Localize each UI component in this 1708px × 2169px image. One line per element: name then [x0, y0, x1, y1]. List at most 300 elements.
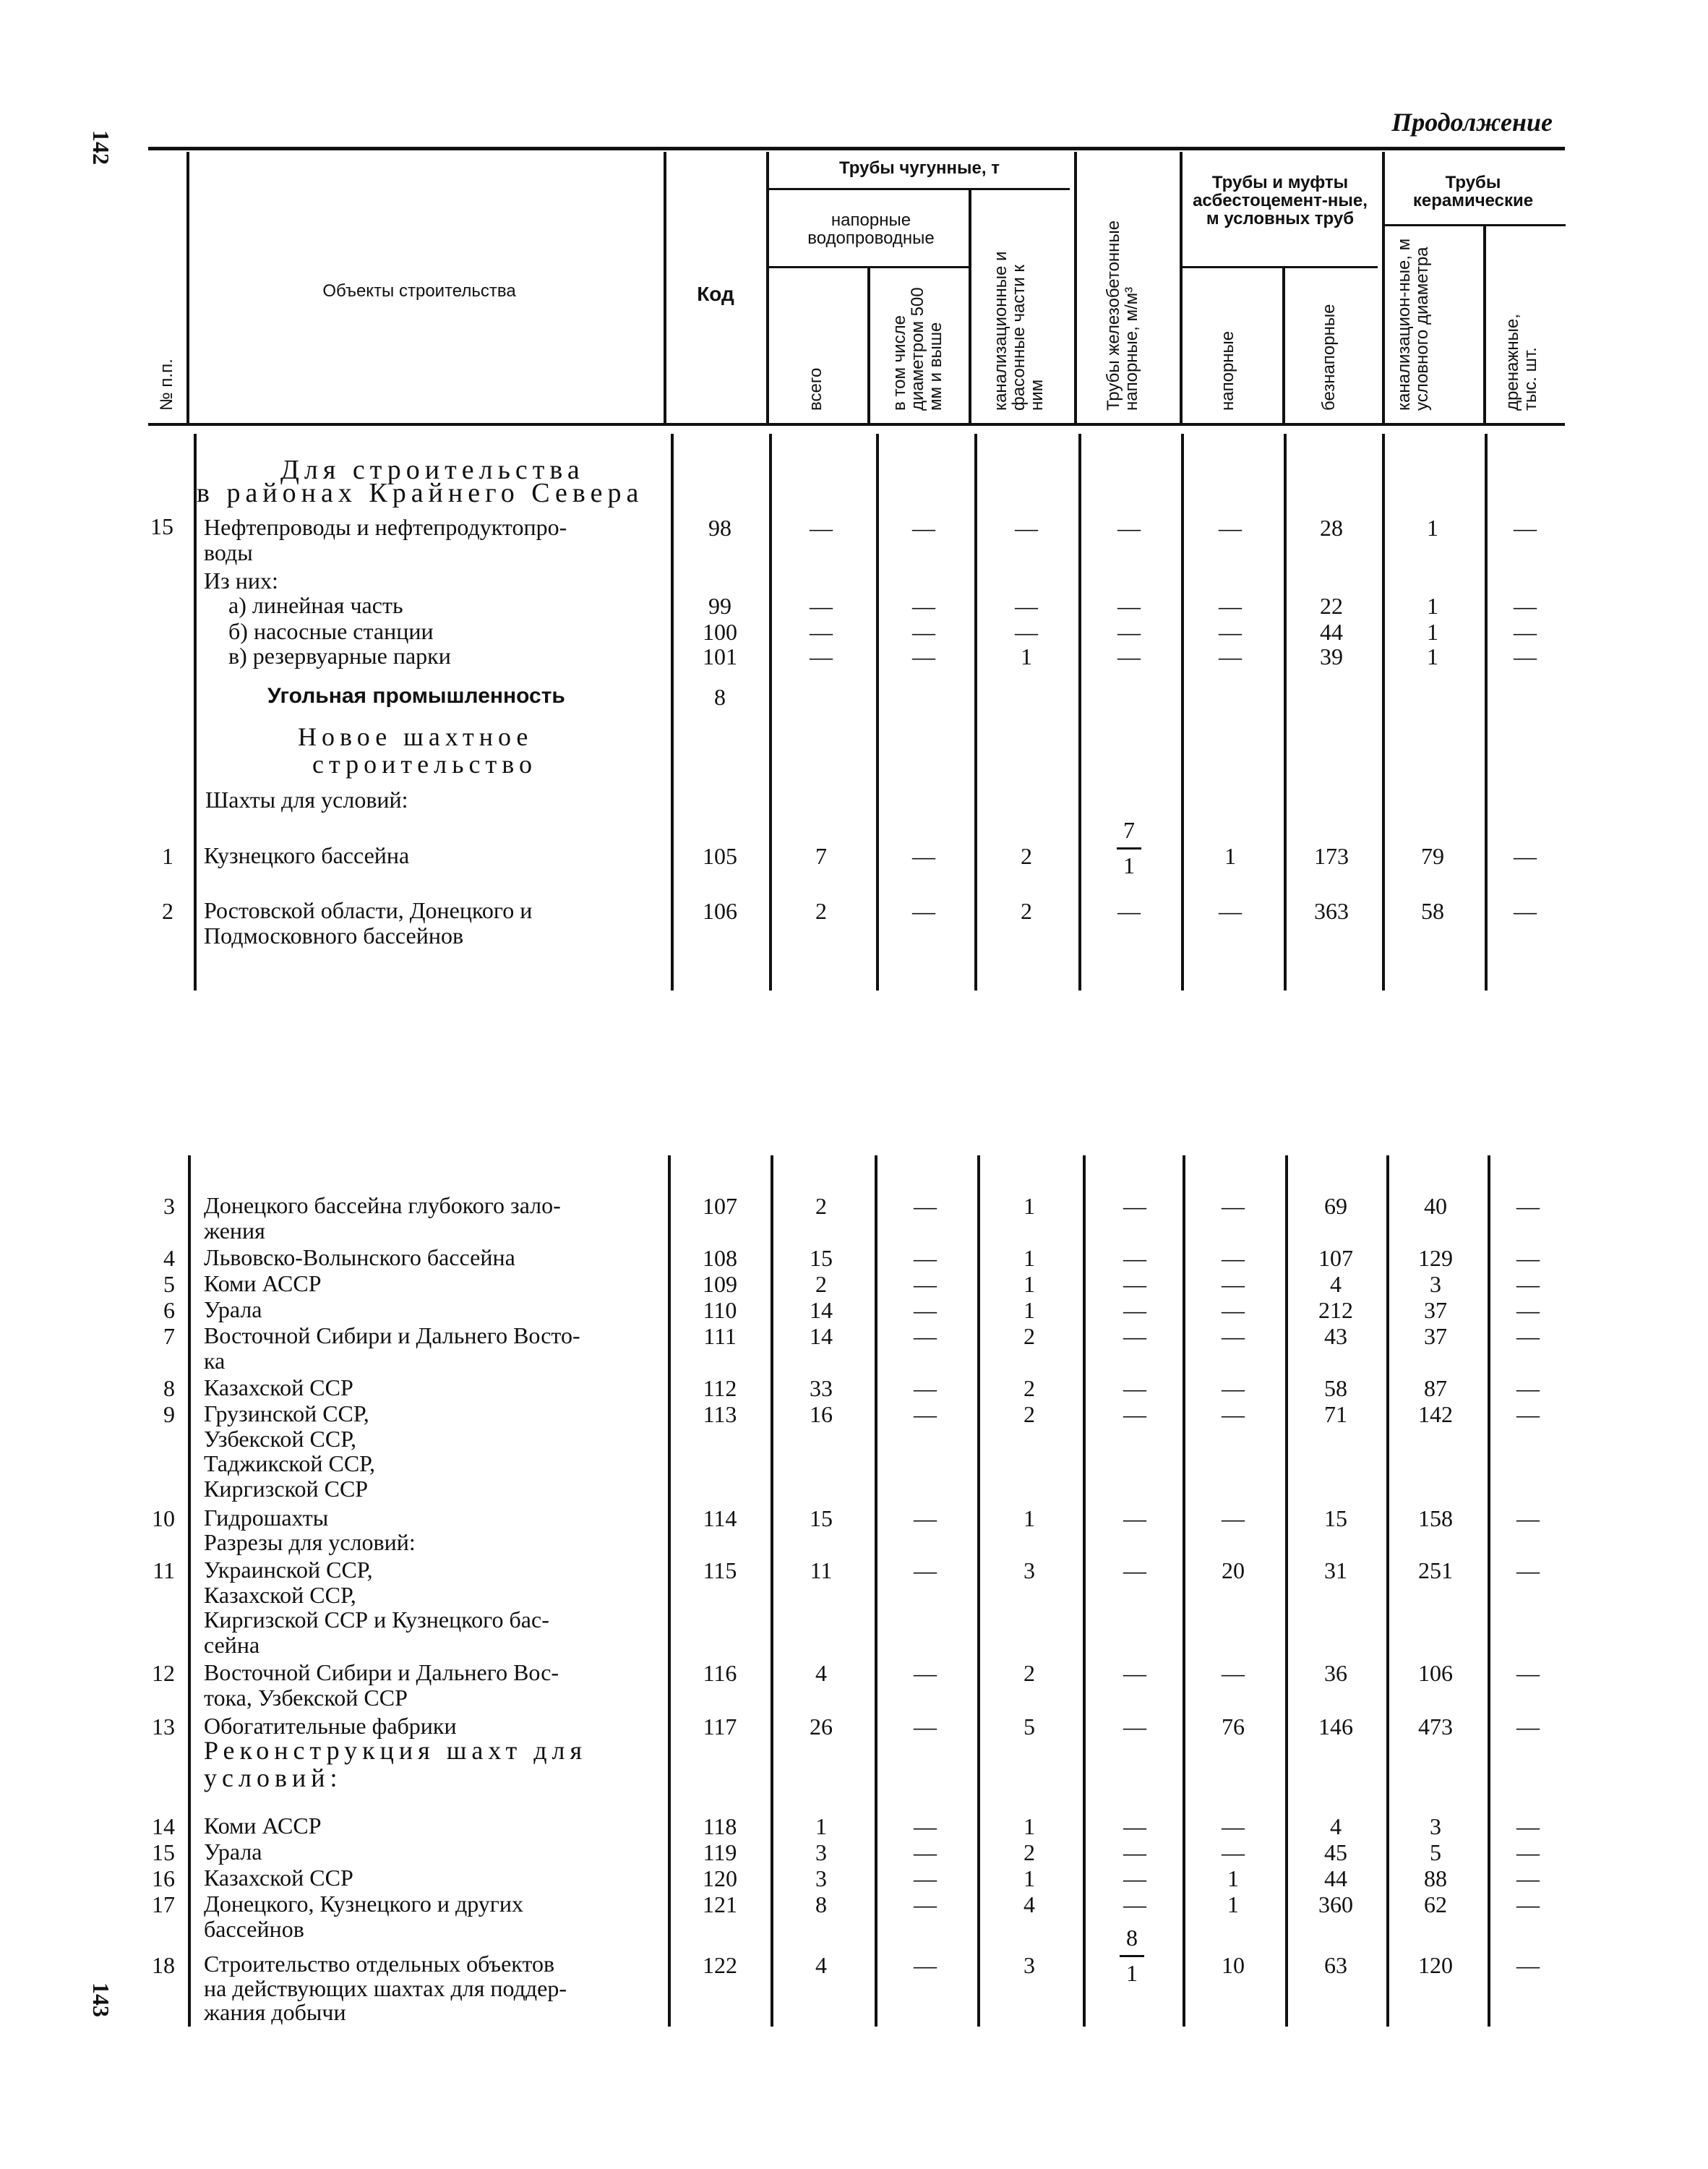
cell-cer-drain: —	[1516, 1375, 1540, 1401]
cell-incl500: —	[914, 1193, 937, 1219]
cell-cer-sewer: 37	[1424, 1297, 1447, 1323]
cell-rc: —	[1123, 1557, 1146, 1583]
cell-cer-drain: —	[1516, 1323, 1540, 1349]
cell-sewer: 1	[1023, 1271, 1035, 1297]
code-cell: 107	[703, 1193, 737, 1219]
hdr-vline	[664, 152, 666, 423]
cell-total: 3	[815, 1839, 827, 1865]
body-vline	[1183, 1155, 1185, 2027]
cell-total: 4	[815, 1660, 827, 1686]
cell-total: 33	[810, 1375, 833, 1401]
hdr-asb-pressure: напорные	[1218, 330, 1237, 411]
object-name: Строительство отдельных объектов на действующих шахтах для поддер- жания добычи	[204, 1951, 567, 2026]
cell-total: —	[810, 643, 833, 669]
cell-asb-np: 28	[1320, 515, 1343, 541]
cell-asb-np: 31	[1324, 1557, 1347, 1583]
cell-asb-p: —	[1222, 1297, 1245, 1323]
cell-total: 2	[815, 898, 827, 924]
cell-incl500: —	[912, 843, 935, 869]
object-name: в) резервуарные парки	[228, 643, 451, 669]
cell-cer-sewer: 87	[1424, 1375, 1447, 1401]
row-number: 7	[163, 1323, 175, 1349]
cell-incl500: —	[914, 1375, 937, 1401]
cell-asb-p: 10	[1222, 1952, 1245, 1978]
cell-incl500: —	[912, 898, 935, 924]
body-vline	[769, 434, 772, 991]
hdr-npp: № п.п.	[157, 359, 176, 411]
page-number-top: 142	[88, 130, 114, 165]
subsection-label: Разрезы для условий:	[204, 1529, 416, 1555]
cell-sewer: 1	[1023, 1245, 1035, 1271]
row-number: 6	[163, 1297, 175, 1323]
cell-sewer: 3	[1023, 1952, 1035, 1978]
cell-sewer: 1	[1023, 1813, 1035, 1839]
object-name: Ростовской области, Донецкого и Подмосковного бассейнов	[204, 897, 533, 949]
cell-incl500: —	[914, 1271, 937, 1297]
object-name: Казахской ССР	[204, 1374, 353, 1400]
cell-total: 11	[810, 1557, 833, 1583]
cell-cer-drain: —	[1516, 1557, 1540, 1583]
cell-asb-np: 63	[1324, 1952, 1347, 1978]
row-number: 3	[163, 1193, 175, 1219]
cell-asb-np: 173	[1314, 843, 1349, 869]
cell-total: 4	[815, 1952, 827, 1978]
cell-incl500: —	[914, 1952, 937, 1978]
cell-asb-p: —	[1219, 643, 1242, 669]
cell-total: 16	[810, 1401, 833, 1427]
cell-incl500: —	[914, 1865, 937, 1891]
code-cell: 99	[708, 593, 731, 619]
hdr-sewer-fittings: канализационные и фасонные части к ним	[991, 251, 1047, 411]
cell-asb-np: 71	[1324, 1401, 1347, 1427]
cell-asb-np: 146	[1318, 1714, 1353, 1740]
hdr-vline	[766, 152, 769, 423]
cell-total: —	[810, 619, 833, 645]
cell-incl500: —	[914, 1245, 937, 1271]
cell-asb-p: —	[1222, 1813, 1245, 1839]
cell-incl500: —	[914, 1323, 937, 1349]
cell-cer-drain: —	[1514, 843, 1537, 869]
cell-asb-p: —	[1219, 619, 1242, 645]
row-number: 15	[150, 513, 173, 539]
hdr-cast-iron: Трубы чугунные, т	[839, 158, 1000, 178]
row-number: 18	[152, 1952, 175, 1978]
cell-incl500: —	[912, 515, 935, 541]
code-cell: 106	[703, 898, 737, 924]
cell-sewer: 1	[1021, 643, 1032, 669]
cell-asb-p: —	[1222, 1245, 1245, 1271]
cell-asb-np: 363	[1314, 898, 1349, 924]
object-name: Донецкого бассейна глубокого зало- жения	[204, 1192, 561, 1244]
hdr-vline	[867, 266, 870, 423]
code-cell: 122	[703, 1952, 737, 1978]
object-name: Коми АССР	[204, 1813, 322, 1839]
cell-sewer: 2	[1023, 1660, 1035, 1686]
cell-rc: —	[1117, 593, 1141, 619]
cell-asb-np: 44	[1324, 1865, 1347, 1891]
hdr-cer-sewer: канализацион-ные, м условного диаметра	[1394, 238, 1433, 411]
hdr-asb-nonpressure: безнапорные	[1319, 304, 1339, 411]
cell-total: 2	[815, 1193, 827, 1219]
cell-cer-sewer: 1	[1427, 643, 1438, 669]
subsection-title: строительство	[312, 750, 537, 779]
body-vline	[977, 1155, 980, 2027]
cell-sewer: 2	[1023, 1375, 1035, 1401]
cell-total: 8	[815, 1891, 827, 1917]
cell-asb-p: 1	[1227, 1865, 1239, 1891]
body-vline	[876, 434, 879, 991]
row-number: 1	[162, 843, 173, 869]
cell-cer-sewer: 106	[1418, 1660, 1453, 1686]
cell-asb-np: 44	[1320, 619, 1343, 645]
cell-sewer: 4	[1023, 1891, 1035, 1917]
body-vline	[1386, 1155, 1389, 2027]
cell-cer-sewer: 79	[1421, 843, 1444, 869]
cell-sewer: —	[1015, 593, 1038, 619]
cell-sewer: 1	[1023, 1193, 1035, 1219]
row-number: 2	[162, 898, 173, 924]
body-vline	[1488, 1155, 1490, 2027]
hdr-vline	[1483, 226, 1486, 423]
row-number: 8	[163, 1375, 175, 1401]
object-name: Гидрошахты	[204, 1505, 329, 1531]
object-name: Грузинской ССР, Узбекской ССР, Таджикской ССР, Киргизской ССР	[204, 1400, 375, 1502]
cell-asb-p: —	[1219, 898, 1242, 924]
cell-asb-p: —	[1222, 1660, 1245, 1686]
hdr-line	[1183, 266, 1378, 268]
subsection-title: Новое шахтное	[298, 722, 533, 751]
top-rule	[148, 147, 1565, 150]
cell-rc: —	[1123, 1813, 1146, 1839]
hdr-vline	[1382, 152, 1385, 423]
cell-rc-fraction: 7 1	[1107, 816, 1151, 881]
body-vline	[194, 434, 197, 991]
cell-asb-p: —	[1222, 1505, 1245, 1531]
cell-cer-sewer: 1	[1427, 515, 1438, 541]
cell-asb-p: —	[1219, 593, 1242, 619]
hdr-asbestos: Трубы и муфты асбестоцемент-ные, м условных труб	[1193, 173, 1368, 229]
cell-sewer: 2	[1021, 898, 1032, 924]
object-name: Восточной Сибири и Дальнего Восто- ка	[204, 1322, 580, 1374]
cell-cer-drain: —	[1516, 1952, 1540, 1978]
object-name: а) линейная часть	[228, 592, 403, 618]
hdr-ceramic: Трубы керамические	[1412, 173, 1534, 211]
cell-asb-np: 36	[1324, 1660, 1347, 1686]
cell-rc: —	[1123, 1245, 1146, 1271]
cell-asb-p: 1	[1224, 843, 1236, 869]
cell-asb-p: —	[1219, 515, 1242, 541]
cell-sewer: 1	[1023, 1297, 1035, 1323]
cell-rc: —	[1123, 1323, 1146, 1349]
cell-incl500: —	[914, 1660, 937, 1686]
hdr-total: всего	[806, 367, 825, 411]
cell-rc-fraction: 8 1	[1110, 1923, 1154, 1988]
object-name: Из них:	[204, 568, 278, 594]
row-number: 5	[163, 1271, 175, 1297]
hdr-vline	[1074, 152, 1077, 423]
hdr-cer-drain: дренажные, тыс. шт.	[1503, 314, 1541, 411]
object-name: б) насосные станции	[228, 618, 434, 644]
cell-sewer: 2	[1023, 1401, 1035, 1427]
cell-cer-drain: —	[1514, 643, 1537, 669]
code-cell: 100	[703, 619, 737, 645]
code-cell: 109	[703, 1271, 737, 1297]
body-vline	[188, 1155, 191, 2027]
cell-rc: —	[1117, 898, 1141, 924]
cell-total: 2	[815, 1271, 827, 1297]
row-number: 17	[152, 1891, 175, 1917]
section-title: в районах Крайнего Севера	[197, 478, 644, 508]
cell-asb-np: 69	[1324, 1193, 1347, 1219]
cell-incl500: —	[914, 1401, 937, 1427]
section-coal: Угольная промышленность	[267, 684, 565, 708]
cell-incl500: —	[914, 1297, 937, 1323]
object-name: Казахской ССР	[204, 1865, 353, 1891]
cell-total: 3	[815, 1865, 827, 1891]
body-vline	[1083, 1155, 1086, 2027]
cell-cer-drain: —	[1516, 1891, 1540, 1917]
cell-cer-sewer: 129	[1418, 1245, 1453, 1271]
cell-asb-np: 15	[1324, 1505, 1347, 1531]
hdr-incl-500: в том числе диаметром 500 мм и выше	[890, 287, 946, 411]
cell-asb-np: 107	[1318, 1245, 1353, 1271]
body-vline	[1284, 434, 1287, 991]
row-number: 16	[152, 1865, 175, 1891]
cell-cer-sewer: 62	[1424, 1891, 1447, 1917]
code-cell: 98	[708, 515, 731, 541]
cell-asb-p: 1	[1227, 1891, 1239, 1917]
cell-rc: —	[1117, 515, 1141, 541]
row-number: 12	[152, 1660, 175, 1686]
cell-incl500: —	[914, 1891, 937, 1917]
continuation-label: Продолжение	[1391, 108, 1553, 137]
cell-cer-sewer: 158	[1418, 1505, 1453, 1531]
row-number: 9	[163, 1401, 175, 1427]
cell-asb-p: 20	[1222, 1557, 1245, 1583]
cell-rc: —	[1117, 643, 1141, 669]
body-vline	[1285, 1155, 1288, 2027]
cell-asb-np: 39	[1320, 643, 1343, 669]
page-number-bottom: 143	[88, 1982, 114, 2017]
cell-asb-p: —	[1222, 1323, 1245, 1349]
body-vline	[1485, 434, 1488, 991]
cell-rc: —	[1123, 1401, 1146, 1427]
body-vline	[671, 434, 674, 991]
cell-cer-sewer: 251	[1418, 1557, 1453, 1583]
cell-incl500: —	[914, 1505, 937, 1531]
code-cell: 114	[703, 1505, 737, 1531]
cell-sewer: 1	[1023, 1865, 1035, 1891]
cell-sewer: 3	[1023, 1557, 1035, 1583]
code-cell: 119	[703, 1839, 737, 1865]
object-name: Львовско-Волынского бассейна	[204, 1244, 515, 1270]
cell-cer-sewer: 142	[1418, 1401, 1453, 1427]
cell-incl500: —	[914, 1839, 937, 1865]
cell-sewer: —	[1015, 515, 1038, 541]
code-cell: 116	[703, 1660, 737, 1686]
cell-rc: —	[1123, 1193, 1146, 1219]
object-name: Украинской ССР, Казахской ССР, Киргизской ССР и Кузнецкого бас- сейна	[204, 1557, 549, 1658]
cell-cer-drain: —	[1516, 1193, 1540, 1219]
cell-total: 15	[810, 1505, 833, 1531]
cell-asb-np: 4	[1330, 1813, 1342, 1839]
object-name: Коми АССР	[204, 1270, 322, 1296]
cell-total: 14	[810, 1297, 833, 1323]
cell-cer-drain: —	[1514, 898, 1537, 924]
hdr-line	[766, 188, 1070, 190]
hdr-objects: Объекты строительства	[322, 281, 516, 301]
cell-sewer: 2	[1021, 843, 1032, 869]
cell-cer-sewer: 1	[1427, 619, 1438, 645]
row-number: 11	[153, 1557, 175, 1583]
cell-sewer: 2	[1023, 1839, 1035, 1865]
cell-incl500: —	[912, 593, 935, 619]
hdr-vline	[186, 152, 189, 423]
cell-cer-sewer: 3	[1430, 1271, 1441, 1297]
cell-asb-np: 22	[1320, 593, 1343, 619]
cell-total: 26	[810, 1714, 833, 1740]
cell-cer-drain: —	[1514, 619, 1537, 645]
cell-cer-sewer: 40	[1424, 1193, 1447, 1219]
cell-cer-sewer: 120	[1418, 1952, 1453, 1978]
cell-rc: —	[1123, 1505, 1146, 1531]
cell-cer-drain: —	[1516, 1271, 1540, 1297]
cell-sewer: 5	[1023, 1714, 1035, 1740]
cell-asb-np: 58	[1324, 1375, 1347, 1401]
cell-asb-p: —	[1222, 1375, 1245, 1401]
hdr-vline	[969, 189, 971, 423]
cell-cer-drain: —	[1516, 1714, 1540, 1740]
object-name: Восточной Сибири и Дальнего Вос- тока, Узбекской ССР	[204, 1659, 559, 1711]
object-name: Нефтепроводы и нефтепродуктопро- воды	[204, 514, 567, 566]
body-vline	[875, 1155, 877, 2027]
cell-sewer: 2	[1023, 1323, 1035, 1349]
section-title: Для строительства	[280, 455, 585, 485]
cell-rc: —	[1123, 1839, 1146, 1865]
code-cell: 8	[714, 684, 726, 710]
subsection-title: Реконструкция шахт для	[204, 1736, 588, 1765]
cell-asb-p: —	[1222, 1839, 1245, 1865]
cell-rc: —	[1123, 1375, 1146, 1401]
object-name: Обогатительные фабрики	[204, 1713, 457, 1739]
row-number: 15	[152, 1839, 175, 1865]
hdr-code: Код	[697, 283, 734, 305]
row-number: 4	[163, 1245, 175, 1271]
cell-cer-drain: —	[1516, 1401, 1540, 1427]
cell-total: 15	[810, 1245, 833, 1271]
code-cell: 105	[703, 843, 737, 869]
row-number: 14	[152, 1813, 175, 1839]
cell-rc: —	[1123, 1297, 1146, 1323]
cell-sewer: —	[1015, 619, 1038, 645]
row-number: 10	[152, 1505, 175, 1531]
hdr-vline	[1282, 266, 1285, 423]
cell-asb-p: —	[1222, 1401, 1245, 1427]
cell-cer-sewer: 5	[1430, 1839, 1441, 1865]
code-cell: 112	[703, 1375, 737, 1401]
hdr-pressure-water: напорные водопроводные	[807, 210, 935, 249]
cell-cer-sewer: 88	[1424, 1865, 1447, 1891]
code-cell: 120	[703, 1865, 737, 1891]
cell-asb-np: 212	[1318, 1297, 1353, 1323]
cell-incl500: —	[914, 1557, 937, 1583]
cell-incl500: —	[912, 643, 935, 669]
cell-asb-np: 360	[1318, 1891, 1353, 1917]
code-cell: 117	[703, 1714, 737, 1740]
cell-cer-drain: —	[1516, 1505, 1540, 1531]
cell-rc: —	[1123, 1865, 1146, 1891]
row-number: 13	[152, 1714, 175, 1740]
object-name: Урала	[204, 1839, 262, 1865]
cell-cer-drain: —	[1516, 1660, 1540, 1686]
cell-asb-p: —	[1222, 1193, 1245, 1219]
cell-rc: —	[1117, 619, 1141, 645]
cell-total: 14	[810, 1323, 833, 1349]
cell-rc: —	[1123, 1714, 1146, 1740]
body-vline	[974, 434, 977, 991]
cell-total: —	[810, 593, 833, 619]
cell-rc: —	[1123, 1271, 1146, 1297]
cell-asb-np: 45	[1324, 1839, 1347, 1865]
hdr-rc-pressure: Трубы железобетонные напорные, м/м³	[1104, 220, 1142, 411]
cell-asb-np: 43	[1324, 1323, 1347, 1349]
cell-cer-drain: —	[1516, 1245, 1540, 1271]
object-name: Урала	[204, 1296, 262, 1322]
cell-incl500: —	[912, 619, 935, 645]
subsection-title: условий:	[204, 1763, 343, 1792]
code-cell: 113	[703, 1401, 737, 1427]
body-vline	[1181, 434, 1184, 991]
cell-incl500: —	[914, 1813, 937, 1839]
code-cell: 110	[703, 1297, 737, 1323]
cell-cer-drain: —	[1514, 515, 1537, 541]
body-vline	[1382, 434, 1385, 991]
cell-total: —	[810, 515, 833, 541]
body-vline	[1078, 434, 1081, 991]
cell-asb-p: —	[1222, 1271, 1245, 1297]
object-name: Кузнецкого бассейна	[204, 842, 410, 868]
hdr-vline	[1180, 152, 1183, 423]
code-cell: 121	[703, 1891, 737, 1917]
code-cell: 118	[703, 1813, 737, 1839]
cell-cer-drain: —	[1516, 1813, 1540, 1839]
body-vline	[668, 1155, 671, 2027]
object-name: Донецкого, Кузнецкого и других бассейнов	[204, 1891, 524, 1942]
cell-asb-np: 4	[1330, 1271, 1342, 1297]
body-vline	[771, 1155, 773, 2027]
cell-asb-p: 76	[1222, 1714, 1245, 1740]
subsection-label: Шахты для условий:	[205, 787, 408, 813]
code-cell: 101	[703, 643, 737, 669]
code-cell: 108	[703, 1245, 737, 1271]
code-cell: 111	[703, 1323, 737, 1349]
cell-cer-sewer: 58	[1421, 898, 1444, 924]
code-cell: 115	[703, 1557, 737, 1583]
cell-cer-sewer: 1	[1427, 593, 1438, 619]
cell-sewer: 1	[1023, 1505, 1035, 1531]
cell-cer-drain: —	[1514, 593, 1537, 619]
hdr-bottom-rule	[148, 423, 1565, 426]
cell-cer-sewer: 37	[1424, 1323, 1447, 1349]
cell-rc: —	[1123, 1891, 1146, 1917]
cell-rc: —	[1123, 1660, 1146, 1686]
cell-total: 1	[815, 1813, 827, 1839]
cell-total: 7	[815, 843, 827, 869]
cell-incl500: —	[914, 1714, 937, 1740]
cell-cer-sewer: 3	[1430, 1813, 1441, 1839]
cell-cer-sewer: 473	[1418, 1714, 1453, 1740]
cell-cer-drain: —	[1516, 1865, 1540, 1891]
